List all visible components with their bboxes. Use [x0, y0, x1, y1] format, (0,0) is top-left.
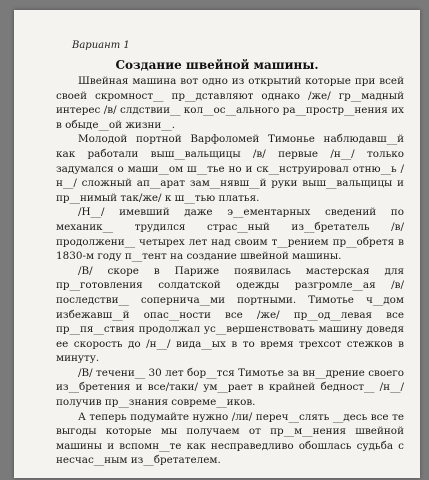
paragraph: /Н__/ имевший даже э__ементарных сведений по механик__ трудился страс__ный из__бретатель /в/ продолжени__ четырех лет над своим т__рением пр__обретя в 1830-м году п__тент на создание швейной машины. [56, 206, 404, 263]
paragraph: /В/ скоре в Париже появилась мастерская для пр__готовления солдатской одежды разгромле__ая /в/ последстви__ сопернича__ми портными. Тимотье ч__дом избежавш__й опас__ности все /же/ пр__од__левая все пр__пя__ствия продолжал ус__вершенствовать машину доведя ее скорость до /н__/ вида__ых в то время трехсот стежков в минуту. [56, 264, 404, 365]
paragraph: Швейная машина вот одно из открытий которые при всей своей скромност__ пр__дставляют однако /же/ гр__мадный интерес /в/ слдствии__ кол__ос__ального ра__простр__нения их в обыде__ой жизни__. [56, 75, 404, 131]
paragraph: /В/ течени__ 30 лет бор__тся Тимотье за вн__дрение своего из__бретения и все/таки/ ум__рает в крайней бедност__ /н__/ получив пр__знания совреме__иков. [56, 366, 404, 409]
page-title: Создание швейной машины. [115, 58, 319, 72]
paragraph: А теперь подумайте нужно /ли/ переч__слять __десь все те выгоды которые мы получаем от пр__м__нения швейной машины и вспомн__те как несправедливо обошлась судьба с несчас__ным из__бретателем. [56, 410, 404, 467]
exercise-text [56, 74, 404, 468]
variant-label: Вариант 1 [72, 40, 130, 51]
paragraph: Молодой портной Варфоломей Тимонье наблюдавш__й как работали выш__вальщицы /в/ первые /н__/ только задумался о маши__ом ш__тье но и ск__нструировал отню__ь /н__/ сложный ап__арат зам__нявш__й руки выш__вальщицы и пр__нимый так/же/ к ш__тью платья. [56, 133, 404, 204]
worksheet-page [14, 10, 420, 478]
